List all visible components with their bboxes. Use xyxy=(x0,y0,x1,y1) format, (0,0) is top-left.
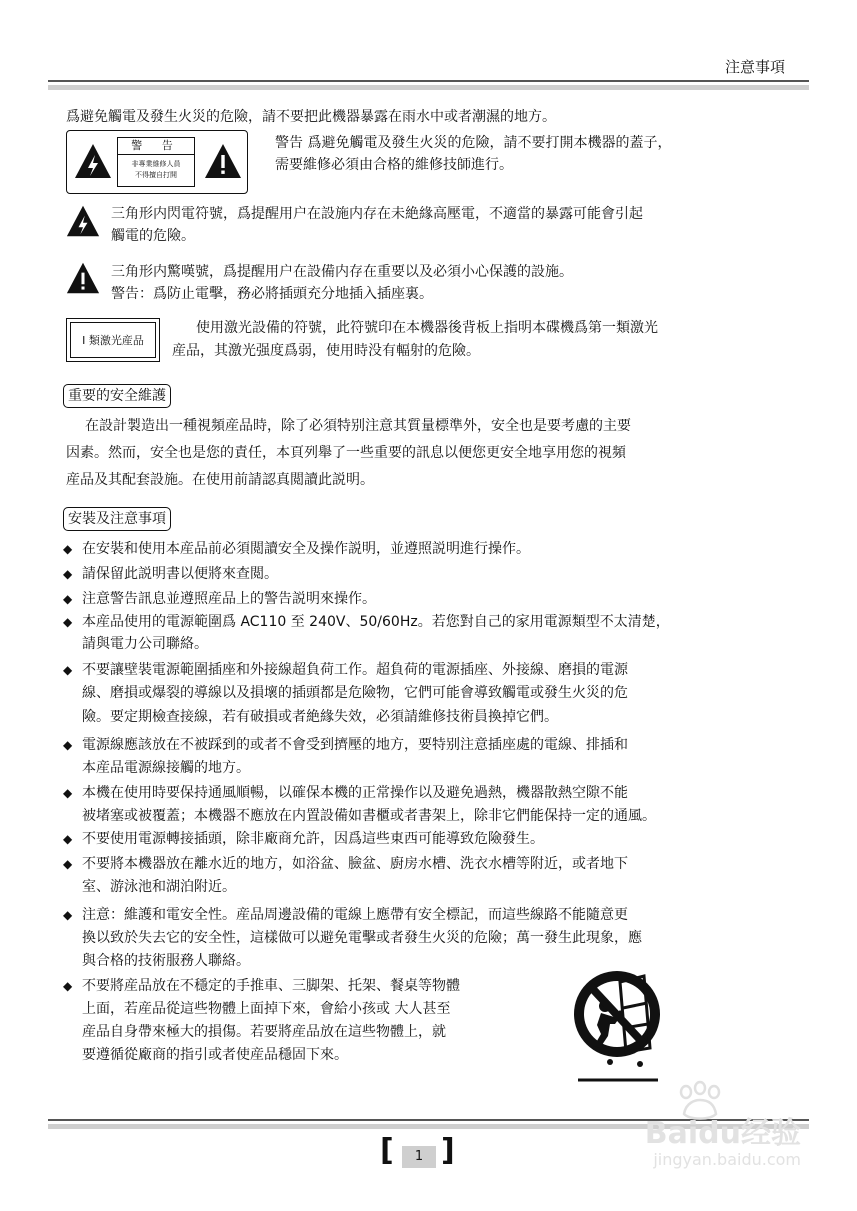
list-item-cont: 與合格的技術服務人聯絡。 xyxy=(82,953,250,969)
list-item-cont: 線、磨損或爆裂的導線以及損壞的插頭都是危險物，它們可能會導致觸電或發生火災的危 xyxy=(82,685,628,701)
list-item-cont: 被堵塞或被覆蓋；本機器不應放在内置設備如書櫃或者書架上，除非它們能保持一定的通風。 xyxy=(82,808,656,824)
intro-text: 爲避免觸電及發生火災的危險，請不要把此機器暴露在雨水中或者潮濕的地方。 xyxy=(66,109,556,125)
list-item: 本機在使用時要保持通風順暢，以確保本機的正常操作以及避免過熱，機器散熱空隙不能 xyxy=(82,785,628,801)
watermark-brand: Baidu经验 xyxy=(644,1116,801,1151)
header-rule xyxy=(48,80,809,82)
laser-class-label-text: I 類激光産品 xyxy=(70,322,156,358)
safety-paragraph-line2: 因素。然而，安全也是您的責任，本頁列舉了一些重要的訊息以便您更安全地享用您的視頻 xyxy=(66,445,626,461)
list-item-cont: 險。要定期檢查接線，若有破損或者絶緣失效，必須請維修技術員換掉它們。 xyxy=(82,709,558,725)
safety-paragraph-line3: 産品及其配套設施。在使用前請認真閲讀此説明。 xyxy=(66,472,374,488)
warning-label-line2: 不得擅自打開 xyxy=(135,171,177,179)
warning-label-box xyxy=(66,130,248,194)
warning-label-line1: 非專業維修人員 xyxy=(131,160,181,168)
list-item: 不要將産品放在不穩定的手推車、三脚架、托架、餐桌等物體 xyxy=(82,978,460,994)
exclaim-text-line1: 三角形内驚嘆號，爲提醒用户在設備内存在重要以及必須小心保護的設施。 xyxy=(111,264,573,280)
laser-text-line2: 産品，其激光强度爲弱，使用時没有輻射的危險。 xyxy=(172,343,480,359)
list-item-cont: 請與電力公司聯絡。 xyxy=(82,636,208,652)
safety-heading: 重要的安全維護 xyxy=(63,384,171,408)
list-item-cont: 産品自身帶來極大的損傷。若要將産品放在這些物體上，就 xyxy=(82,1024,446,1040)
laser-class-label xyxy=(66,318,160,362)
page-bracket-left: [ xyxy=(380,1133,394,1168)
page-bracket-right: ] xyxy=(441,1133,455,1168)
warning-text-line2: 需要維修必須由合格的維修技師進行。 xyxy=(275,157,513,173)
exclaim-text-line2: 警告：爲防止電擊，務必將插頭充分地插入插座裏。 xyxy=(111,286,433,302)
warning-label xyxy=(117,137,195,187)
warning-text-line1: 警告 爲避免觸電及發生火災的危險，請不要打開本機器的蓋子， xyxy=(275,135,672,151)
list-item-cont: 要遵循從廠商的指引或者使産品穩固下來。 xyxy=(82,1047,348,1063)
bullet-icon: ◆ xyxy=(63,567,73,581)
header-rule-shade xyxy=(48,85,809,90)
list-item: 不要使用電源轉接插頭，除非廠商允許，因爲這些東西可能導致危險發生。 xyxy=(82,831,544,847)
lightning-icon xyxy=(65,204,101,238)
bullet-icon: ◆ xyxy=(63,832,73,846)
bullet-icon: ◆ xyxy=(63,615,73,629)
page-number: 1 xyxy=(402,1146,436,1168)
watermark-url: jingyan.baidu.com xyxy=(653,1150,801,1169)
list-item: 不要讓壁裝電源範圍插座和外接線超負荷工作。超負荷的電源插座、外接線、磨損的電源 xyxy=(82,662,628,678)
bullet-icon: ◆ xyxy=(63,738,73,752)
bullet-icon: ◆ xyxy=(63,908,73,922)
list-item: 在安裝和使用本産品前必須閲讀安全及操作説明，並遵照説明進行操作。 xyxy=(82,541,530,557)
list-item: 不要將本機器放在離水近的地方，如浴盆、臉盆、廚房水槽、洗衣水槽等附近，或者地下 xyxy=(82,856,628,872)
warning-label-title: 警 告 xyxy=(118,138,194,155)
lightning-text-line2: 觸電的危險。 xyxy=(111,228,195,244)
exclamation-icon xyxy=(203,141,243,181)
bullet-icon: ◆ xyxy=(63,786,73,800)
lightning-icon xyxy=(73,141,113,181)
safety-paragraph-line1: 在設計製造出一種視頻産品時，除了必須特别注意其質量標準外，安全也是要考慮的主要 xyxy=(85,418,631,434)
list-item: 注意：維護和電安全性。産品周邊設備的電線上應帶有安全標記，而這些線路不能隨意更 xyxy=(82,907,628,923)
laser-text-line1: 使用激光設備的符號，此符號印在本機器後背板上指明本碟機爲第一類激光 xyxy=(196,320,658,336)
bullet-icon: ◆ xyxy=(63,542,73,556)
bullet-icon: ◆ xyxy=(63,592,73,606)
list-item: 本産品使用的電源範圍爲 AC110 至 240V、50/60Hz。若您對自己的家用電源類型不太清楚， xyxy=(82,614,670,630)
list-item: 電源線應該放在不被踩到的或者不會受到擠壓的地方，要特别注意插座處的電線、排插和 xyxy=(82,737,628,753)
list-item-cont: 本産品電源線接觸的地方。 xyxy=(82,760,250,776)
bullet-icon: ◆ xyxy=(63,979,73,993)
bullet-icon: ◆ xyxy=(63,857,73,871)
list-item: 請保留此説明書以便將來查閲。 xyxy=(82,566,278,582)
cart-tipover-warning-icon xyxy=(570,962,665,1084)
list-item-cont: 室、游泳池和湖泊附近。 xyxy=(82,879,236,895)
lightning-text-line1: 三角形内閃電符號，爲提醒用户在設施内存在未絶緣高壓電，不適當的暴露可能會引起 xyxy=(111,206,643,222)
header-title: 注意事項 xyxy=(724,58,785,76)
list-item-cont: 上面，若産品從這些物體上面掉下來，會給小孩或 大人甚至 xyxy=(82,1001,451,1017)
list-item-cont: 換以致於失去它的安全性，這樣做可以避免電擊或者發生火災的危險；萬一發生此現象，應 xyxy=(82,930,642,946)
list-item: 注意警告訊息並遵照産品上的警告説明來操作。 xyxy=(82,591,376,607)
install-heading: 安裝及注意事項 xyxy=(63,507,171,531)
bullet-icon: ◆ xyxy=(63,663,73,677)
exclamation-icon xyxy=(65,261,101,295)
